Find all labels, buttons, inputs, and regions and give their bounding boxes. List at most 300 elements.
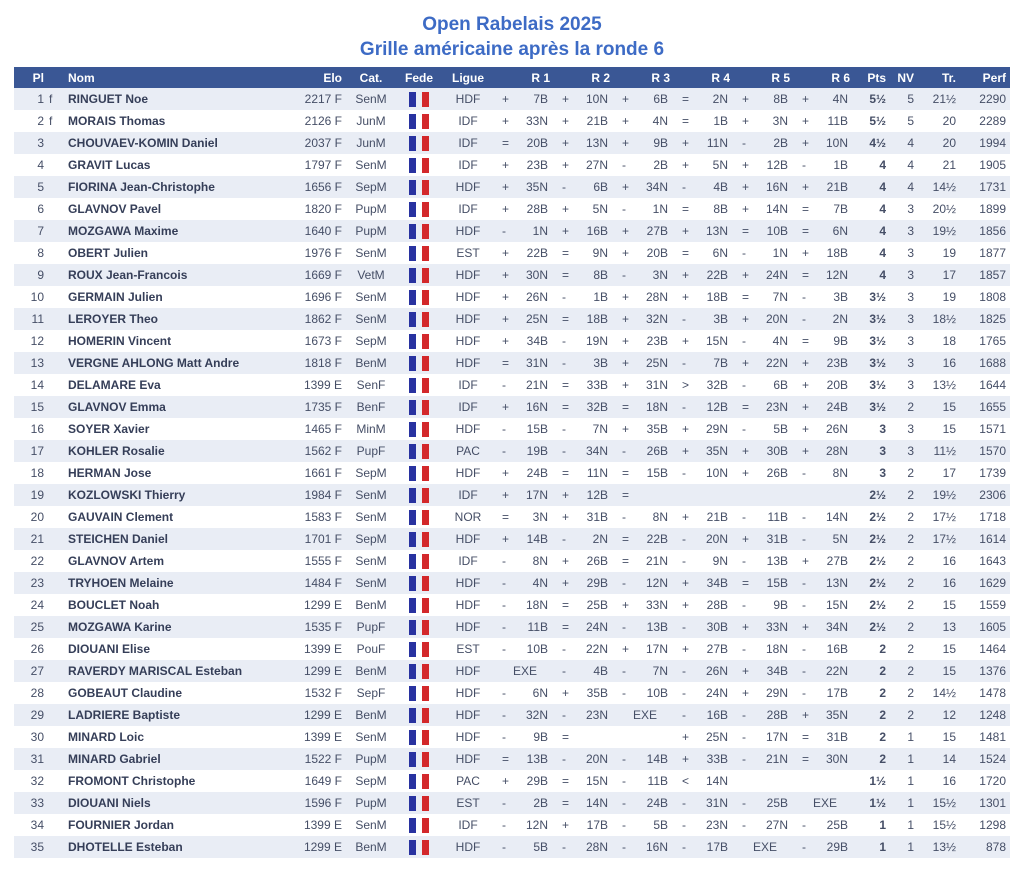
round-result: - 17N xyxy=(742,730,788,744)
player-name-cell: CHOUVAEV-KOMIN Daniel xyxy=(68,136,218,150)
round-3-cell xyxy=(614,616,674,638)
player-name-cell: MOZGAWA Karine xyxy=(68,620,172,634)
round-1-cell xyxy=(494,616,554,638)
round-4-cell xyxy=(674,704,734,726)
round-4-cell xyxy=(674,418,734,440)
round-result: - 5N xyxy=(802,532,848,546)
round-2-cell xyxy=(554,154,614,176)
place-cell: 20 xyxy=(30,510,44,524)
wins-cell: 1 xyxy=(907,796,914,810)
federation-cell xyxy=(396,748,442,770)
performance-cell: 1856 xyxy=(979,224,1006,238)
round-result: - 19N xyxy=(562,334,608,348)
place-cell: 11 xyxy=(31,312,44,326)
round-3-cell xyxy=(614,484,674,506)
round-3-cell xyxy=(614,110,674,132)
wins-cell: 2 xyxy=(907,510,914,524)
tiebreak-cell: 18 xyxy=(942,334,956,348)
wins-cell: 2 xyxy=(907,466,914,480)
league-cell: HDF xyxy=(455,576,481,590)
performance-cell: 1605 xyxy=(979,620,1006,634)
round-6-cell xyxy=(794,704,854,726)
round-2-cell xyxy=(554,528,614,550)
round-5-cell xyxy=(734,110,794,132)
federation-cell xyxy=(396,110,442,132)
place-cell: 18 xyxy=(30,466,44,480)
round-result: + 33N xyxy=(622,598,668,612)
round-result: + 27B xyxy=(802,554,848,568)
player-row xyxy=(14,682,1010,704)
category-cell: JunM xyxy=(356,136,386,150)
round-5-cell xyxy=(734,88,794,110)
category-cell: SenM xyxy=(355,510,387,524)
round-result: - 8N xyxy=(622,510,668,524)
tournament-subtitle: Grille américaine après la ronde 6 xyxy=(359,39,665,60)
french-flag-icon xyxy=(409,114,429,129)
round-6-cell xyxy=(794,330,854,352)
player-row xyxy=(14,836,1010,858)
points-cell: 4 xyxy=(879,158,886,172)
tiebreak-cell: 15½ xyxy=(932,818,956,832)
french-flag-icon xyxy=(409,246,429,261)
player-row xyxy=(14,418,1010,440)
round-1-cell xyxy=(494,528,554,550)
round-result: - 2N xyxy=(562,532,608,546)
round-result: + 26N xyxy=(802,422,848,436)
elo-cell: 1735 F xyxy=(304,400,342,414)
round-result: - 8N xyxy=(802,466,848,480)
round-1-cell xyxy=(494,176,554,198)
tournament-title: Open Rabelais 2025 xyxy=(422,14,602,35)
round-4-cell xyxy=(674,726,734,748)
round-result: + 5N xyxy=(562,202,608,216)
fide-title-cell xyxy=(48,550,64,572)
league-cell: HDF xyxy=(455,422,481,436)
round-3-cell xyxy=(614,242,674,264)
federation-cell xyxy=(396,616,442,638)
player-name-cell: TRYHOEN Melaine xyxy=(68,576,174,590)
wins-cell: 1 xyxy=(907,752,914,766)
round-result: + 9B xyxy=(622,136,668,150)
league-cell: PAC xyxy=(456,774,480,788)
round-result: - 9B xyxy=(742,598,788,612)
player-row xyxy=(14,286,1010,308)
round-1-cell xyxy=(494,814,554,836)
round-result: = 8B xyxy=(562,268,608,282)
league-cell: IDF xyxy=(458,488,478,502)
round-result: = 9N xyxy=(562,246,608,260)
round-result: - 21N xyxy=(742,752,788,766)
federation-cell xyxy=(396,440,442,462)
player-row xyxy=(14,792,1010,814)
player-row xyxy=(14,616,1010,638)
category-cell: SenM xyxy=(355,576,387,590)
league-cell: HDF xyxy=(455,312,481,326)
round-6-cell xyxy=(794,462,854,484)
performance-cell: 1765 xyxy=(979,334,1006,348)
player-name-cell: MINARD Loic xyxy=(68,730,144,744)
round-result: - 27N xyxy=(742,818,788,832)
round-result: - 18N xyxy=(742,642,788,656)
round-result: - 13N xyxy=(802,576,848,590)
round-result: = 11N xyxy=(562,466,608,480)
round-3-cell xyxy=(614,374,674,396)
player-row xyxy=(14,154,1010,176)
performance-cell: 1376 xyxy=(979,664,1006,678)
fide-title-cell xyxy=(48,638,64,660)
round-result: + 34N xyxy=(622,180,668,194)
french-flag-icon xyxy=(409,796,429,811)
round-result: + 23B xyxy=(802,356,848,370)
french-flag-icon xyxy=(409,312,429,327)
round-result: - 22N xyxy=(802,664,848,678)
round-result: = 25B xyxy=(562,598,608,612)
federation-cell xyxy=(396,682,442,704)
player-name-cell: GAUVAIN Clement xyxy=(68,510,174,524)
points-cell: 2½ xyxy=(869,510,886,524)
player-row xyxy=(14,242,1010,264)
col-header-round-6: R 6 xyxy=(794,67,854,88)
league-cell: EST xyxy=(456,796,480,810)
elo-cell: 1984 F xyxy=(304,488,342,502)
fide-title-cell xyxy=(48,286,64,308)
player-name-cell: DHOTELLE Esteban xyxy=(68,840,183,854)
points-cell: 3 xyxy=(879,444,886,458)
tiebreak-cell: 13 xyxy=(942,620,956,634)
place-cell: 32 xyxy=(30,774,44,788)
round-1-cell xyxy=(494,132,554,154)
french-flag-icon xyxy=(409,576,429,591)
round-result: + 34B xyxy=(502,334,548,348)
round-result: + 29N xyxy=(682,422,728,436)
round-4-cell xyxy=(674,286,734,308)
french-flag-icon xyxy=(409,378,429,393)
round-result: + 24B xyxy=(802,400,848,414)
round-result: - 1N xyxy=(622,202,668,216)
round-result: - 12B xyxy=(682,400,728,414)
tiebreak-cell: 16 xyxy=(942,356,956,370)
round-3-cell xyxy=(614,286,674,308)
performance-cell: 1524 xyxy=(979,752,1006,766)
performance-cell: 1857 xyxy=(979,268,1006,282)
round-result: = 8B xyxy=(682,202,728,216)
performance-cell: 2289 xyxy=(979,114,1006,128)
league-cell: HDF xyxy=(455,466,481,480)
elo-cell: 1555 F xyxy=(304,554,342,568)
wins-cell: 3 xyxy=(907,356,914,370)
round-result: = 1B xyxy=(682,114,728,128)
federation-cell xyxy=(396,330,442,352)
player-row xyxy=(14,198,1010,220)
place-cell: 25 xyxy=(30,620,44,634)
category-cell: PupM xyxy=(355,752,387,766)
round-6-cell xyxy=(794,242,854,264)
round-5-cell xyxy=(734,484,794,506)
player-row xyxy=(14,440,1010,462)
round-result: = 32B xyxy=(562,400,608,414)
round-4-cell xyxy=(674,330,734,352)
league-cell: HDF xyxy=(455,268,481,282)
round-5-cell xyxy=(734,748,794,770)
performance-cell: 1808 xyxy=(979,290,1006,304)
wins-cell: 3 xyxy=(907,422,914,436)
round-result: + 24N xyxy=(742,268,788,282)
round-result: = 31B xyxy=(802,730,848,744)
performance-cell: 1570 xyxy=(979,444,1006,458)
round-6-cell xyxy=(794,374,854,396)
elo-cell: 1640 F xyxy=(304,224,342,238)
round-4-cell xyxy=(674,462,734,484)
place-cell: 5 xyxy=(37,180,44,194)
performance-cell: 1731 xyxy=(979,180,1006,194)
points-cell: 1½ xyxy=(869,774,886,788)
col-header-federation: Fede xyxy=(396,67,442,88)
round-result: + 21B xyxy=(682,510,728,524)
round-result: - 6B xyxy=(742,378,788,392)
elo-cell: 1399 E xyxy=(303,642,342,656)
round-result: + 6B xyxy=(622,92,668,106)
league-cell: IDF xyxy=(458,136,478,150)
round-1-cell xyxy=(494,374,554,396)
french-flag-icon xyxy=(409,730,429,745)
performance-cell: 1877 xyxy=(979,246,1006,260)
fide-title-cell xyxy=(48,352,64,374)
round-2-cell xyxy=(554,220,614,242)
round-result: - 21N xyxy=(502,378,548,392)
round-6-cell xyxy=(794,616,854,638)
player-name-cell: GERMAIN Julien xyxy=(68,290,163,304)
round-1-cell xyxy=(494,704,554,726)
elo-cell: 1701 F xyxy=(304,532,342,546)
category-cell: SepM xyxy=(355,466,387,480)
tiebreak-cell: 17½ xyxy=(932,510,956,524)
points-cell: 4½ xyxy=(869,136,886,150)
round-6-cell xyxy=(794,132,854,154)
round-3-cell xyxy=(614,704,674,726)
round-result: + 16N xyxy=(742,180,788,194)
category-cell: BenM xyxy=(355,708,387,722)
round-2-cell xyxy=(554,88,614,110)
performance-cell: 1559 xyxy=(979,598,1006,612)
player-row xyxy=(14,770,1010,792)
player-row xyxy=(14,506,1010,528)
round-result: + 15N xyxy=(682,334,728,348)
round-result: = 21N xyxy=(622,554,668,568)
round-result: + 11N xyxy=(682,136,728,150)
points-cell: 2 xyxy=(879,664,886,678)
round-result: + 12B xyxy=(742,158,788,172)
round-result: = 14N xyxy=(562,796,608,810)
wins-cell: 2 xyxy=(907,708,914,722)
fide-title-cell xyxy=(48,154,64,176)
league-cell: HDF xyxy=(455,334,481,348)
round-result: - 32N xyxy=(502,708,548,722)
round-result: - 8N xyxy=(502,554,548,568)
place-cell: 34 xyxy=(30,818,44,832)
round-result: + 27B xyxy=(682,642,728,656)
round-4-cell xyxy=(674,770,734,792)
player-name-cell: GLAVNOV Emma xyxy=(68,400,166,414)
round-result: - 11B xyxy=(742,510,788,524)
round-result: - 5B xyxy=(742,422,788,436)
federation-cell xyxy=(396,704,442,726)
tiebreak-cell: 20½ xyxy=(932,202,956,216)
col-header-category: Cat. xyxy=(346,67,396,88)
federation-cell xyxy=(396,198,442,220)
round-result: EXE xyxy=(752,840,777,854)
french-flag-icon xyxy=(409,334,429,349)
league-cell: EST xyxy=(456,246,480,260)
round-result: + 32N xyxy=(622,312,668,326)
player-name-cell: LADRIERE Baptiste xyxy=(68,708,181,722)
round-5-cell xyxy=(734,792,794,814)
place-cell: 33 xyxy=(30,796,44,810)
player-row xyxy=(14,704,1010,726)
federation-cell xyxy=(396,726,442,748)
round-result: EXE xyxy=(632,708,657,722)
round-4-cell xyxy=(674,220,734,242)
round-result: = 15B xyxy=(622,466,668,480)
round-6-cell xyxy=(794,682,854,704)
performance-cell: 1905 xyxy=(979,158,1006,172)
round-result: + 25N xyxy=(502,312,548,326)
col-header-fide-title xyxy=(48,67,64,88)
fide-title-cell: f xyxy=(49,92,53,106)
category-cell: SepM xyxy=(355,180,387,194)
federation-cell xyxy=(396,462,442,484)
federation-cell xyxy=(396,638,442,660)
place-cell: 10 xyxy=(30,290,44,304)
round-result: - 28B xyxy=(742,708,788,722)
round-result: - 10B xyxy=(502,642,548,656)
round-result: + 7B xyxy=(502,92,548,106)
round-2-cell xyxy=(554,198,614,220)
player-row xyxy=(14,110,1010,132)
col-header-name: Nom xyxy=(64,67,282,88)
round-result: - 15B xyxy=(502,422,548,436)
round-3-cell xyxy=(614,792,674,814)
performance-cell: 1298 xyxy=(979,818,1006,832)
round-result: + 35N xyxy=(502,180,548,194)
performance-cell: 1825 xyxy=(979,312,1006,326)
round-5-cell xyxy=(734,352,794,374)
elo-cell: 1399 E xyxy=(303,730,342,744)
round-result: + 12B xyxy=(562,488,608,502)
round-1-cell xyxy=(494,462,554,484)
round-1-cell xyxy=(494,506,554,528)
category-cell: SepM xyxy=(355,334,387,348)
round-result: + 4N xyxy=(802,92,848,106)
points-cell: 2½ xyxy=(869,620,886,634)
federation-cell xyxy=(396,594,442,616)
round-2-cell xyxy=(554,374,614,396)
wins-cell: 3 xyxy=(907,378,914,392)
round-result: - 17B xyxy=(682,840,728,854)
player-row xyxy=(14,594,1010,616)
performance-cell: 1614 xyxy=(979,532,1006,546)
wins-cell: 3 xyxy=(907,312,914,326)
player-name-cell: BOUCLET Noah xyxy=(68,598,160,612)
player-name-cell: DIOUANI Elise xyxy=(68,642,151,656)
league-cell: HDF xyxy=(455,598,481,612)
round-5-cell xyxy=(734,154,794,176)
round-result: + 24B xyxy=(502,466,548,480)
tiebreak-cell: 17 xyxy=(942,466,956,480)
round-2-cell xyxy=(554,638,614,660)
round-result: + 11B xyxy=(802,114,848,128)
league-cell: PAC xyxy=(456,444,480,458)
french-flag-icon xyxy=(409,774,429,789)
round-3-cell xyxy=(614,396,674,418)
player-row xyxy=(14,88,1010,110)
round-2-cell xyxy=(554,704,614,726)
round-result: = 24N xyxy=(562,620,608,634)
tiebreak-cell: 18½ xyxy=(932,312,956,326)
wins-cell: 4 xyxy=(907,158,914,172)
round-4-cell xyxy=(674,440,734,462)
round-result: + 25N xyxy=(622,356,668,370)
points-cell: 4 xyxy=(879,202,886,216)
round-5-cell xyxy=(734,550,794,572)
round-result: + 29B xyxy=(562,576,608,590)
round-2-cell xyxy=(554,506,614,528)
round-result: + 25N xyxy=(682,730,728,744)
round-1-cell xyxy=(494,660,554,682)
category-cell: SepM xyxy=(355,774,387,788)
player-name-cell: FOURNIER Jordan xyxy=(68,818,175,832)
col-header-league: Ligue xyxy=(442,67,494,88)
french-flag-icon xyxy=(409,224,429,239)
round-3-cell xyxy=(614,440,674,462)
round-result: - 22N xyxy=(562,642,608,656)
french-flag-icon xyxy=(409,840,429,855)
round-6-cell xyxy=(794,110,854,132)
place-cell: 8 xyxy=(37,246,44,260)
round-5-cell xyxy=(734,286,794,308)
points-cell: 3½ xyxy=(869,334,886,348)
league-cell: HDF xyxy=(455,92,481,106)
performance-cell: 1718 xyxy=(979,510,1006,524)
performance-cell: 1643 xyxy=(979,554,1006,568)
tiebreak-cell: 17½ xyxy=(932,532,956,546)
elo-cell: 1669 F xyxy=(304,268,342,282)
round-1-cell xyxy=(494,440,554,462)
round-3-cell xyxy=(614,814,674,836)
wins-cell: 2 xyxy=(907,686,914,700)
round-2-cell xyxy=(554,792,614,814)
place-cell: 16 xyxy=(30,422,44,436)
round-result: = 7N xyxy=(742,290,788,304)
round-result: = 9B xyxy=(802,334,848,348)
points-cell: 2½ xyxy=(869,532,886,546)
round-6-cell xyxy=(794,308,854,330)
round-result: + 13N xyxy=(562,136,608,150)
round-result: + 3N xyxy=(742,114,788,128)
fide-title-cell xyxy=(48,132,64,154)
league-cell: IDF xyxy=(458,158,478,172)
french-flag-icon xyxy=(409,752,429,767)
elo-cell: 1820 F xyxy=(304,202,342,216)
round-1-cell xyxy=(494,330,554,352)
round-6-cell xyxy=(794,154,854,176)
round-6-cell xyxy=(794,506,854,528)
round-result: EXE xyxy=(812,796,837,810)
round-result: - 31N xyxy=(682,796,728,810)
tiebreak-cell: 16 xyxy=(942,774,956,788)
round-3-cell xyxy=(614,88,674,110)
round-4-cell xyxy=(674,154,734,176)
player-name-cell: KOZLOWSKI Thierry xyxy=(68,488,186,502)
